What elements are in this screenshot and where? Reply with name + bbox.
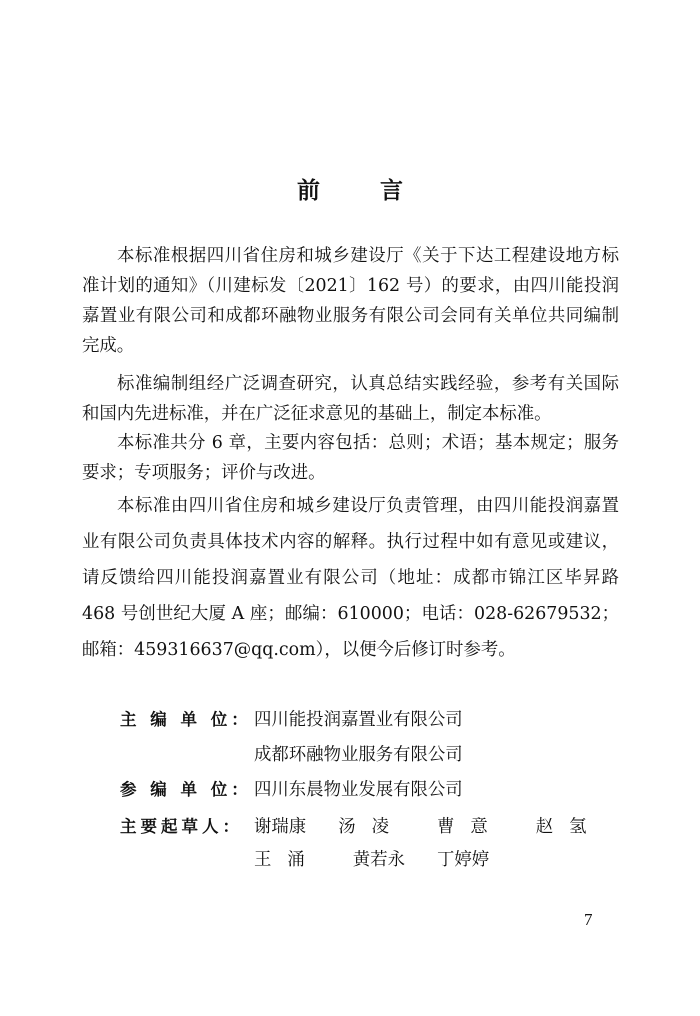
- participating-label: 参 编 单 位：: [120, 780, 252, 799]
- chief-editor-row: [120, 705, 463, 735]
- chief-editor-unit-1: 四川能投润嘉置业有限公司: [254, 710, 463, 730]
- drafters-row: [120, 812, 635, 842]
- drafter-name: 黄若永: [352, 850, 405, 870]
- paragraph-1: 本标准根据四川省住房和城乡建设厅《关于下达工程建设地方标准计划的通知》（川建标发〔2021〕162 号）的要求，由四川能投润嘉置业有限公司和成都环融物业服务有限公司会同有关单位共同编制完成。: [82, 246, 619, 356]
- drafter-name: 汤凌: [338, 817, 405, 837]
- page-title: 前 言: [296, 178, 429, 204]
- drafter-name: 赵氢: [535, 817, 603, 837]
- chief-editor-unit-2: 成都环融物业服务有限公司: [254, 745, 463, 765]
- drafters-row-2: [254, 845, 521, 875]
- chief-editor-label: 主 编 单 位：: [120, 710, 252, 729]
- paragraph-2: 标准编制组经广泛调查研究，认真总结实践经验，参考有关国际和国内先进标准，并在广泛征求意见的基础上，制定本标准。: [82, 374, 619, 424]
- participating-row: [120, 775, 463, 805]
- participating-unit-1: 四川东晨物业发展有限公司: [254, 780, 463, 800]
- drafter-name: 谢瑞康: [254, 817, 307, 837]
- paragraph-4: 本标准由四川省住房和城乡建设厅负责管理，由四川能投润嘉置业有限公司负责具体技术内容的解释。执行过程中如有意见或建议，请反馈给四川能投润嘉置业有限公司（地址：成都市锦江区毕昇路 468 号创世纪大厦 A 座；邮编：610000；电话：028-62679532；邮箱：459316637@qq.com），以便今后修订时参考。: [82, 496, 619, 660]
- paragraph-3: 本标准共分 6 章，主要内容包括：总则；术语；基本规定；服务要求；专项服务；评价与改进。: [82, 433, 619, 483]
- chief-editor-row-2: [254, 740, 463, 770]
- page-number: 7: [584, 910, 593, 929]
- drafters-label: 主要起草人：: [120, 817, 243, 836]
- drafter-name: 曹意: [436, 817, 504, 837]
- drafter-name: 丁婷婷: [436, 850, 490, 870]
- drafter-name: 王涌: [254, 850, 321, 870]
